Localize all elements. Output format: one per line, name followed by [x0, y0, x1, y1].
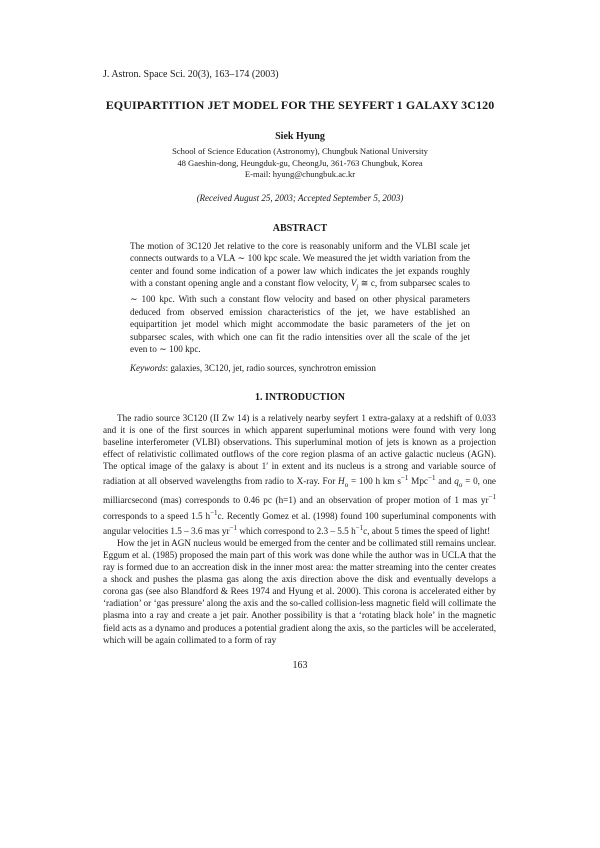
affiliation-line-2: 48 Gaeshin-dong, Heungduk-gu, CheongJu, 361-763 Chungbuk, Korea [177, 157, 423, 168]
received-dates: (Received August 25, 2003; Accepted September 5, 2003) [196, 193, 404, 203]
paper-title: EQUIPARTITION JET MODEL FOR THE SEYFERT 1 GALAXY 3C120 [105, 98, 495, 112]
keywords-label: Keywords [130, 363, 166, 373]
email-line: E-mail: hyung@chungbuk.ac.kr [244, 169, 356, 179]
intro-paragraph-1: The radio source 3C120 (II Zw 14) is a relatively nearby seyfert 1 extra-galaxy at a redshift of 0.033 and it is one of the first sources in which apparent superluminal motions were found with very long baseline interferometer (VLBI) observations. This superluminal motion of jets is known as a projection effect of relativistic collimated outflows of the core region plasma of an active galactic nucleus (AGN). The optical image of the galaxy is about 1′ in extent and its nucleus is a strong and variable source of radiation at all observed wavelengths from radio to X-ray. For $H_o = 100$ h km $s^{-1}$ Mpc$^{-1}$ and $q_o = 0$, one milliarcsecond (mas) corresponds to 0.46 pc (h=1) and an observation of proper motion of 1 mas $yr^{-1}$ corresponds to a speed 1.5 $h^{-1}c$. Recently Gomez et al. (1998) found 100 superluminal components with angular velocities 1.5 – 3.6 mas $yr^{-1}$ which correspond to 2.3 – 5.5 $h^{-1}c$, about 5 times the speed of light! [103, 413, 497, 536]
keywords-text: : galaxies, 3C120, jet, radio sources, synchrotron emission [165, 363, 376, 373]
velocity-subscript: j [356, 283, 359, 292]
keywords-line [130, 363, 470, 373]
author-affiliation [0, 146, 600, 181]
abstract-text-2: ≅ c, from subparsec scales to ∼ 100 kpc. With such a constant flow velocity and based on other physical parameters deduced from observed emission characteristics of the jet, we have established an equipartition jet model which might accommodate the basic parameters of the jet on subparsec scales, with which one can fit the radio intensities over all the scale of the jet even to ∼ 100 kpc. [130, 278, 470, 355]
section-heading: 1. INTRODUCTION [254, 392, 345, 403]
affiliation-line-1: School of Science Education (Astronomy), Chungbuk National University [172, 146, 428, 156]
journal-reference: J. Astron. Space Sci. 20(3), 163–174 (2003) [103, 69, 279, 80]
abstract-heading: ABSTRACT [272, 223, 328, 234]
introduction-body [103, 412, 496, 646]
author-name: Siek Hyung [275, 131, 325, 142]
abstract-body [130, 240, 470, 355]
abstract-text-1: The motion of 3C120 Jet relative to the core is reasonably uniform and the VLBI scale jet connects outwards to a VLA ∼ 100 kpc scale. We measured the jet width variation from the center and found some indication of a power law which indicates the jet expands roughly with a constant opening angle and a constant flow velocity, [130, 241, 470, 289]
velocity-symbol: V [350, 278, 357, 289]
intro-paragraph-2: How the jet in AGN nucleus would be emerged from the center and be collimated still remains unclear. Eggum et al. (1985) proposed the main part of this work was done while the author was in UCLA that the ray is formed due to an accreation disk in the inner most area: the matter streaming into the center creates a shock and pushes the plasma gas along the axis direction above the disk and eventually develops a corona gas (see also Blandford & Rees 1974 and Hyung et al. 2000). This corona is accelerated either by ‘radiation’ or ‘gas pressure’ along the axis and the so-called collision-less magnetic field will collimate the plasma into a ray and create a jet pair. Another possibility is that a ‘rotating black hole’ in the magnetic field acts as a dynamo and produces a potential gradient along the axis, so the particles will be accelerated, which will be again collimated to a form of ray [103, 537, 496, 645]
page-number: 163 [292, 660, 308, 671]
